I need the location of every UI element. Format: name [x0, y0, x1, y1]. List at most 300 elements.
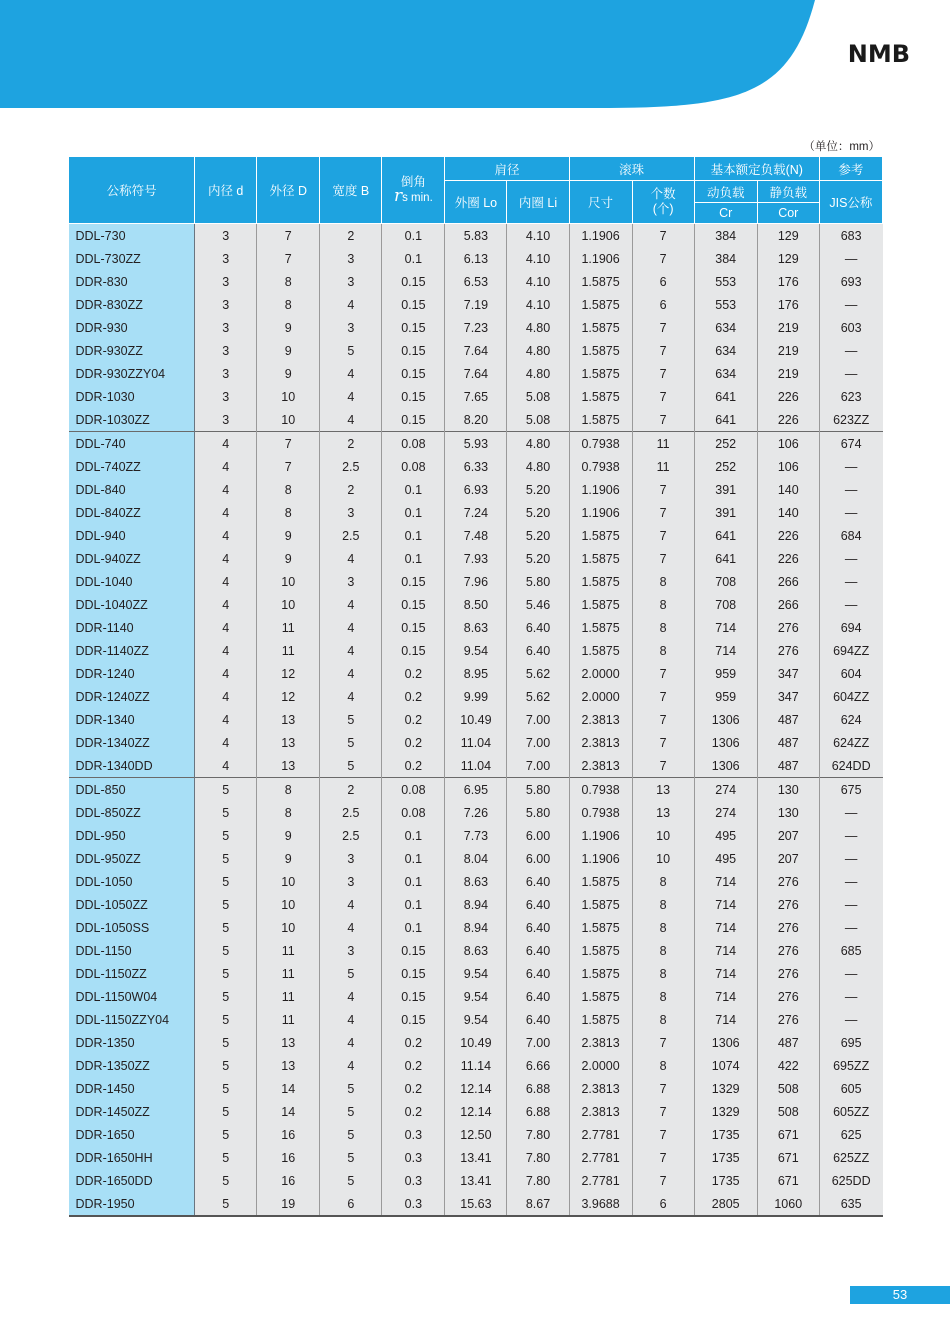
cell-width: 4 — [320, 893, 382, 916]
cell-width: 2 — [320, 778, 382, 802]
cell-jis: 695 — [819, 1031, 882, 1054]
table-row — [69, 293, 883, 316]
cell-ball-size: 1.1906 — [569, 847, 632, 870]
cell-ball-size: 2.7781 — [569, 1146, 632, 1169]
cell-outer-diameter: 19 — [257, 1192, 320, 1216]
cell-ball-count: 8 — [632, 570, 694, 593]
cell-bore: 3 — [195, 224, 257, 248]
cell-static-load: 176 — [757, 293, 819, 316]
cell-jis: 685 — [819, 939, 882, 962]
bearing-spec-table — [68, 156, 883, 1217]
cell-designation: DDL-1150 — [69, 939, 195, 962]
cell-width: 5 — [320, 1077, 382, 1100]
cell-static-load: 226 — [757, 385, 819, 408]
cell-shoulder-outer: 9.54 — [445, 639, 507, 662]
cell-outer-diameter: 10 — [257, 570, 320, 593]
cell-outer-diameter: 10 — [257, 385, 320, 408]
cell-static-load: 130 — [757, 778, 819, 802]
cell-static-load: 1060 — [757, 1192, 819, 1216]
cell-jis: — — [819, 247, 882, 270]
cell-bore: 3 — [195, 362, 257, 385]
cell-dynamic-load: 1735 — [694, 1146, 757, 1169]
cell-jis: — — [819, 824, 882, 847]
cell-ball-size: 2.7781 — [569, 1123, 632, 1146]
cell-jis: — — [819, 501, 882, 524]
cell-shoulder-inner: 6.00 — [507, 847, 569, 870]
header-dynamic-load: 动负载 — [694, 181, 757, 203]
cell-shoulder-inner: 4.10 — [507, 293, 569, 316]
cell-chamfer: 0.15 — [382, 962, 445, 985]
cell-static-load: 207 — [757, 824, 819, 847]
cell-dynamic-load: 495 — [694, 847, 757, 870]
cell-chamfer: 0.15 — [382, 616, 445, 639]
cell-designation: DDL-940 — [69, 524, 195, 547]
cell-ball-size: 2.3813 — [569, 1077, 632, 1100]
cell-designation: DDR-930ZZ — [69, 339, 195, 362]
cell-bore: 4 — [195, 501, 257, 524]
cell-static-load: 487 — [757, 708, 819, 731]
table-row — [69, 639, 883, 662]
cell-shoulder-inner: 6.88 — [507, 1100, 569, 1123]
cell-bore: 4 — [195, 524, 257, 547]
cell-ball-count: 7 — [632, 501, 694, 524]
cell-static-load: 140 — [757, 478, 819, 501]
table-row — [69, 1146, 883, 1169]
cell-chamfer: 0.15 — [382, 293, 445, 316]
cell-jis: 625DD — [819, 1169, 882, 1192]
cell-shoulder-outer: 8.94 — [445, 893, 507, 916]
header-ball-count — [632, 181, 694, 224]
cell-outer-diameter: 10 — [257, 916, 320, 939]
cell-static-load: 671 — [757, 1169, 819, 1192]
cell-width: 4 — [320, 593, 382, 616]
cell-shoulder-inner: 5.46 — [507, 593, 569, 616]
header-chamfer-symbol: r — [393, 186, 403, 206]
cell-bore: 5 — [195, 962, 257, 985]
cell-ball-count: 8 — [632, 870, 694, 893]
cell-chamfer: 0.08 — [382, 432, 445, 456]
cell-ball-count: 7 — [632, 731, 694, 754]
header-outer-diameter: 外径 D — [257, 157, 320, 224]
cell-outer-diameter: 11 — [257, 962, 320, 985]
cell-designation: DDL-730ZZ — [69, 247, 195, 270]
cell-outer-diameter: 16 — [257, 1123, 320, 1146]
cell-width: 2.5 — [320, 455, 382, 478]
cell-ball-count: 10 — [632, 824, 694, 847]
cell-shoulder-outer: 7.73 — [445, 824, 507, 847]
cell-outer-diameter: 10 — [257, 408, 320, 432]
cell-designation: DDR-830 — [69, 270, 195, 293]
cell-bore: 3 — [195, 339, 257, 362]
cell-chamfer: 0.08 — [382, 801, 445, 824]
cell-bore: 3 — [195, 408, 257, 432]
cell-shoulder-inner: 4.80 — [507, 362, 569, 385]
table-row — [69, 247, 883, 270]
brand-logo: NMB — [847, 40, 910, 68]
cell-static-load: 276 — [757, 985, 819, 1008]
cell-shoulder-inner: 7.00 — [507, 754, 569, 778]
cell-shoulder-outer: 7.64 — [445, 362, 507, 385]
cell-dynamic-load: 714 — [694, 870, 757, 893]
cell-dynamic-load: 714 — [694, 985, 757, 1008]
cell-ball-count: 8 — [632, 962, 694, 985]
cell-static-load: 276 — [757, 893, 819, 916]
cell-static-load: 106 — [757, 455, 819, 478]
cell-static-load: 422 — [757, 1054, 819, 1077]
cell-chamfer: 0.1 — [382, 247, 445, 270]
cell-dynamic-load: 959 — [694, 685, 757, 708]
cell-chamfer: 0.2 — [382, 754, 445, 778]
cell-ball-size: 1.1906 — [569, 224, 632, 248]
cell-ball-count: 7 — [632, 316, 694, 339]
cell-width: 3 — [320, 270, 382, 293]
cell-dynamic-load: 641 — [694, 408, 757, 432]
cell-jis: 674 — [819, 432, 882, 456]
cell-designation: DDL-1150W04 — [69, 985, 195, 1008]
cell-shoulder-inner: 5.20 — [507, 478, 569, 501]
cell-bore: 5 — [195, 893, 257, 916]
cell-width: 2 — [320, 478, 382, 501]
cell-shoulder-outer: 5.93 — [445, 432, 507, 456]
cell-designation: DDL-1050SS — [69, 916, 195, 939]
cell-ball-size: 1.5875 — [569, 1008, 632, 1031]
cell-shoulder-inner: 6.40 — [507, 870, 569, 893]
cell-width: 5 — [320, 339, 382, 362]
cell-width: 4 — [320, 685, 382, 708]
cell-ball-size: 1.1906 — [569, 478, 632, 501]
cell-dynamic-load: 1306 — [694, 754, 757, 778]
cell-ball-size: 1.5875 — [569, 639, 632, 662]
cell-dynamic-load: 714 — [694, 916, 757, 939]
cell-ball-size: 1.5875 — [569, 985, 632, 1008]
cell-shoulder-inner: 7.80 — [507, 1146, 569, 1169]
cell-chamfer: 0.08 — [382, 455, 445, 478]
cell-jis: 624 — [819, 708, 882, 731]
table-row — [69, 662, 883, 685]
cell-chamfer: 0.15 — [382, 985, 445, 1008]
cell-designation: DDR-830ZZ — [69, 293, 195, 316]
cell-outer-diameter: 10 — [257, 893, 320, 916]
cell-ball-count: 7 — [632, 547, 694, 570]
cell-shoulder-outer: 11.04 — [445, 754, 507, 778]
cell-chamfer: 0.15 — [382, 593, 445, 616]
cell-outer-diameter: 11 — [257, 1008, 320, 1031]
table-row — [69, 1192, 883, 1216]
table-row — [69, 708, 883, 731]
cell-bore: 5 — [195, 939, 257, 962]
cell-designation: DDR-1350ZZ — [69, 1054, 195, 1077]
cell-bore: 3 — [195, 270, 257, 293]
table-row — [69, 985, 883, 1008]
cell-shoulder-inner: 6.40 — [507, 916, 569, 939]
cell-dynamic-load: 634 — [694, 339, 757, 362]
cell-bore: 4 — [195, 685, 257, 708]
cell-outer-diameter: 12 — [257, 662, 320, 685]
cell-width: 5 — [320, 1146, 382, 1169]
header-static-load: 静负载 — [757, 181, 819, 203]
cell-static-load: 276 — [757, 939, 819, 962]
cell-shoulder-outer: 8.04 — [445, 847, 507, 870]
cell-bore: 4 — [195, 455, 257, 478]
cell-ball-size: 0.7938 — [569, 432, 632, 456]
cell-width: 5 — [320, 708, 382, 731]
cell-jis: — — [819, 570, 882, 593]
cell-jis: 694ZZ — [819, 639, 882, 662]
header-shoulder-inner: 内圈 Li — [507, 181, 569, 224]
cell-jis: 693 — [819, 270, 882, 293]
cell-outer-diameter: 8 — [257, 270, 320, 293]
cell-jis: — — [819, 478, 882, 501]
cell-outer-diameter: 8 — [257, 778, 320, 802]
cell-width: 4 — [320, 1008, 382, 1031]
cell-shoulder-outer: 7.19 — [445, 293, 507, 316]
header-load-rating: 基本额定负载(N) — [694, 157, 819, 181]
cell-chamfer: 0.3 — [382, 1123, 445, 1146]
cell-jis: — — [819, 1008, 882, 1031]
cell-shoulder-outer: 7.48 — [445, 524, 507, 547]
cell-jis: 695ZZ — [819, 1054, 882, 1077]
cell-bore: 5 — [195, 1169, 257, 1192]
cell-shoulder-inner: 4.80 — [507, 316, 569, 339]
cell-designation: DDL-740 — [69, 432, 195, 456]
cell-ball-size: 3.9688 — [569, 1192, 632, 1216]
cell-bore: 3 — [195, 293, 257, 316]
cell-width: 3 — [320, 247, 382, 270]
cell-static-load: 276 — [757, 962, 819, 985]
cell-chamfer: 0.1 — [382, 501, 445, 524]
cell-bore: 3 — [195, 316, 257, 339]
cell-outer-diameter: 9 — [257, 824, 320, 847]
cell-designation: DDL-740ZZ — [69, 455, 195, 478]
cell-static-load: 276 — [757, 616, 819, 639]
cell-designation: DDL-950ZZ — [69, 847, 195, 870]
cell-bore: 5 — [195, 1123, 257, 1146]
cell-width: 4 — [320, 916, 382, 939]
cell-ball-count: 7 — [632, 408, 694, 432]
cell-outer-diameter: 7 — [257, 224, 320, 248]
cell-bore: 4 — [195, 754, 257, 778]
cell-shoulder-outer: 6.95 — [445, 778, 507, 802]
cell-ball-count: 13 — [632, 778, 694, 802]
cell-shoulder-outer: 10.49 — [445, 1031, 507, 1054]
cell-ball-count: 8 — [632, 1054, 694, 1077]
cell-jis: — — [819, 801, 882, 824]
cell-ball-count: 6 — [632, 293, 694, 316]
cell-shoulder-outer: 9.54 — [445, 1008, 507, 1031]
cell-shoulder-inner: 7.80 — [507, 1169, 569, 1192]
cell-designation: DDL-1050 — [69, 870, 195, 893]
cell-jis: 604 — [819, 662, 882, 685]
cell-static-load: 140 — [757, 501, 819, 524]
cell-ball-size: 0.7938 — [569, 455, 632, 478]
cell-static-load: 226 — [757, 547, 819, 570]
cell-width: 3 — [320, 316, 382, 339]
cell-shoulder-inner: 4.80 — [507, 339, 569, 362]
cell-outer-diameter: 13 — [257, 754, 320, 778]
table-row — [69, 224, 883, 248]
cell-chamfer: 0.15 — [382, 939, 445, 962]
cell-dynamic-load: 641 — [694, 385, 757, 408]
cell-chamfer: 0.1 — [382, 893, 445, 916]
cell-chamfer: 0.15 — [382, 362, 445, 385]
cell-ball-count: 7 — [632, 1123, 694, 1146]
cell-designation: DDR-1140 — [69, 616, 195, 639]
cell-shoulder-outer: 5.83 — [445, 224, 507, 248]
cell-width: 3 — [320, 501, 382, 524]
cell-ball-size: 1.5875 — [569, 316, 632, 339]
cell-static-load: 130 — [757, 801, 819, 824]
cell-designation: DDL-840 — [69, 478, 195, 501]
cell-outer-diameter: 7 — [257, 247, 320, 270]
cell-shoulder-inner: 5.20 — [507, 547, 569, 570]
table-row — [69, 939, 883, 962]
cell-ball-count: 8 — [632, 939, 694, 962]
cell-jis: 624ZZ — [819, 731, 882, 754]
cell-dynamic-load: 959 — [694, 662, 757, 685]
cell-shoulder-inner: 5.08 — [507, 385, 569, 408]
cell-outer-diameter: 8 — [257, 801, 320, 824]
cell-ball-count: 6 — [632, 270, 694, 293]
cell-shoulder-outer: 8.94 — [445, 916, 507, 939]
cell-ball-size: 1.1906 — [569, 824, 632, 847]
cell-width: 4 — [320, 1054, 382, 1077]
cell-bore: 4 — [195, 662, 257, 685]
table-row — [69, 362, 883, 385]
cell-jis: 623 — [819, 385, 882, 408]
cell-shoulder-outer: 8.95 — [445, 662, 507, 685]
cell-bore: 5 — [195, 778, 257, 802]
cell-designation: DDR-1240 — [69, 662, 195, 685]
cell-static-load: 671 — [757, 1123, 819, 1146]
cell-ball-size: 1.5875 — [569, 916, 632, 939]
cell-designation: DDL-840ZZ — [69, 501, 195, 524]
cell-shoulder-inner: 7.00 — [507, 731, 569, 754]
cell-jis: — — [819, 916, 882, 939]
cell-shoulder-inner: 5.20 — [507, 524, 569, 547]
table-row — [69, 1100, 883, 1123]
header-ball-count-line2: (个) — [652, 202, 674, 216]
cell-width: 2 — [320, 432, 382, 456]
cell-width: 5 — [320, 1100, 382, 1123]
cell-bore: 4 — [195, 708, 257, 731]
cell-shoulder-outer: 13.41 — [445, 1169, 507, 1192]
cell-dynamic-load: 714 — [694, 1008, 757, 1031]
table-row — [69, 870, 883, 893]
cell-outer-diameter: 8 — [257, 293, 320, 316]
cell-outer-diameter: 9 — [257, 362, 320, 385]
cell-dynamic-load: 1735 — [694, 1169, 757, 1192]
cell-shoulder-inner: 6.40 — [507, 1008, 569, 1031]
cell-shoulder-outer: 11.14 — [445, 1054, 507, 1077]
cell-outer-diameter: 10 — [257, 870, 320, 893]
cell-jis: — — [819, 893, 882, 916]
table-row — [69, 408, 883, 432]
cell-designation: DDR-1240ZZ — [69, 685, 195, 708]
cell-chamfer: 0.2 — [382, 1077, 445, 1100]
cell-shoulder-outer: 7.26 — [445, 801, 507, 824]
table-row — [69, 824, 883, 847]
table-row — [69, 1077, 883, 1100]
cell-shoulder-outer: 7.24 — [445, 501, 507, 524]
cell-shoulder-outer: 12.14 — [445, 1100, 507, 1123]
cell-width: 4 — [320, 616, 382, 639]
cell-width: 3 — [320, 939, 382, 962]
cell-jis: 625ZZ — [819, 1146, 882, 1169]
cell-ball-size: 2.3813 — [569, 754, 632, 778]
cell-static-load: 219 — [757, 339, 819, 362]
cell-ball-count: 7 — [632, 362, 694, 385]
cell-ball-count: 8 — [632, 1008, 694, 1031]
cell-shoulder-outer: 8.50 — [445, 593, 507, 616]
cell-chamfer: 0.15 — [382, 1008, 445, 1031]
cell-shoulder-inner: 5.80 — [507, 570, 569, 593]
cell-dynamic-load: 274 — [694, 801, 757, 824]
cell-designation: DDR-930 — [69, 316, 195, 339]
cell-shoulder-inner: 4.10 — [507, 270, 569, 293]
cell-ball-size: 1.5875 — [569, 547, 632, 570]
cell-jis: — — [819, 339, 882, 362]
cell-dynamic-load: 252 — [694, 455, 757, 478]
cell-designation: DDR-1650HH — [69, 1146, 195, 1169]
cell-outer-diameter: 9 — [257, 547, 320, 570]
table-row — [69, 916, 883, 939]
cell-dynamic-load: 384 — [694, 224, 757, 248]
cell-bore: 5 — [195, 1192, 257, 1216]
cell-shoulder-inner: 5.62 — [507, 685, 569, 708]
cell-chamfer: 0.1 — [382, 524, 445, 547]
cell-jis: — — [819, 455, 882, 478]
cell-shoulder-outer: 9.54 — [445, 962, 507, 985]
cell-static-load: 219 — [757, 316, 819, 339]
table-row — [69, 570, 883, 593]
cell-chamfer: 0.15 — [382, 408, 445, 432]
table-row — [69, 547, 883, 570]
cell-chamfer: 0.2 — [382, 731, 445, 754]
cell-ball-size: 1.5875 — [569, 570, 632, 593]
cell-outer-diameter: 9 — [257, 847, 320, 870]
cell-jis: 675 — [819, 778, 882, 802]
cell-shoulder-inner: 4.10 — [507, 224, 569, 248]
table-row — [69, 778, 883, 802]
cell-bore: 5 — [195, 1100, 257, 1123]
cell-shoulder-inner: 6.40 — [507, 893, 569, 916]
header-shoulder: 肩径 — [445, 157, 569, 181]
cell-ball-size: 2.3813 — [569, 1100, 632, 1123]
cell-dynamic-load: 553 — [694, 293, 757, 316]
cell-outer-diameter: 8 — [257, 478, 320, 501]
cell-ball-count: 7 — [632, 1146, 694, 1169]
cell-shoulder-inner: 7.80 — [507, 1123, 569, 1146]
cell-shoulder-outer: 11.04 — [445, 731, 507, 754]
cell-width: 5 — [320, 731, 382, 754]
cell-chamfer: 0.15 — [382, 316, 445, 339]
cell-shoulder-outer: 6.13 — [445, 247, 507, 270]
cell-ball-size: 1.5875 — [569, 893, 632, 916]
table-row — [69, 616, 883, 639]
cell-ball-count: 7 — [632, 385, 694, 408]
cell-static-load: 207 — [757, 847, 819, 870]
cell-width: 4 — [320, 1031, 382, 1054]
cell-shoulder-inner: 6.40 — [507, 616, 569, 639]
cell-ball-size: 2.3813 — [569, 731, 632, 754]
cell-shoulder-inner: 5.80 — [507, 801, 569, 824]
cell-jis: — — [819, 593, 882, 616]
cell-chamfer: 0.15 — [382, 270, 445, 293]
cell-chamfer: 0.08 — [382, 778, 445, 802]
cell-bore: 5 — [195, 1008, 257, 1031]
cell-dynamic-load: 634 — [694, 316, 757, 339]
cell-dynamic-load: 708 — [694, 593, 757, 616]
